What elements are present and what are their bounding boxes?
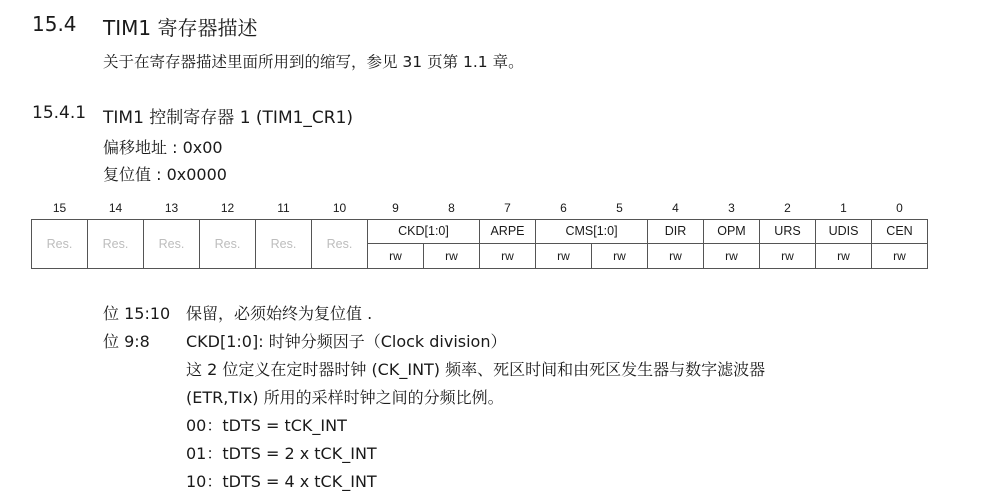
option-10: 10：tDTS = 4 x tCK_INT	[186, 472, 377, 491]
bit-number: 12	[220, 200, 235, 215]
bit-number: 15	[52, 200, 67, 215]
reserved-field: Res.	[256, 219, 312, 268]
bit-number: 11	[277, 200, 290, 215]
reserved-field: Res.	[88, 219, 144, 268]
access-type: rw	[480, 243, 536, 268]
option-00: 00：tDTS = tCK_INT	[186, 416, 347, 435]
reserved-field: Res.	[144, 219, 200, 268]
access-type: rw	[872, 243, 928, 268]
field-udis: UDIS	[816, 219, 872, 243]
bit-number: 4	[672, 200, 679, 215]
field-ckd: CKD[1:0]	[368, 219, 480, 243]
bit-number: 8	[448, 200, 455, 215]
field-cms: CMS[1:0]	[536, 219, 648, 243]
bit-number: 3	[728, 200, 735, 215]
access-type: rw	[424, 243, 480, 268]
option-01: 01：tDTS = 2 x tCK_INT	[186, 444, 377, 463]
section-title: TIM1 寄存器描述	[103, 16, 258, 40]
section-number: 15.4	[32, 12, 77, 36]
bit-number: 6	[560, 200, 567, 215]
bit-9-8-title: CKD[1:0]: 时钟分频因子（Clock division）	[186, 332, 507, 351]
access-type: rw	[760, 243, 816, 268]
bit-9-8-description-line-1: 这 2 位定义在定时器时钟 (CK_INT) 频率、死区时间和由死区发生器与数字滤波器	[186, 360, 766, 379]
register-table	[31, 197, 928, 269]
access-type: rw	[368, 243, 424, 268]
bit-9-8-label: 位 9:8	[103, 332, 150, 351]
reserved-field: Res.	[312, 219, 368, 268]
bit-number: 7	[504, 200, 511, 215]
field-arpe: ARPE	[480, 219, 536, 243]
bit-number: 10	[332, 200, 347, 215]
field-opm: OPM	[704, 219, 760, 243]
bit-9-8-description-line-2: (ETR,TIx) 所用的采样时钟之间的分频比例。	[186, 388, 504, 407]
reset-value: 复位值 : 0x0000	[103, 165, 227, 184]
subsection-number: 15.4.1	[32, 103, 87, 123]
bit-number-row	[32, 197, 928, 219]
bit-15-10-label: 位 15:10	[103, 304, 171, 323]
access-type: rw	[648, 243, 704, 268]
bit-number: 13	[164, 200, 179, 215]
bit-number: 5	[616, 200, 623, 215]
bit-number: 0	[896, 200, 903, 215]
bit-number: 9	[392, 200, 399, 215]
bit-number: 1	[840, 200, 847, 215]
section-note: 关于在寄存器描述里面所用到的缩写，参见 31 页第 1.1 章。	[103, 53, 524, 71]
reserved-field: Res.	[32, 219, 88, 268]
access-type: rw	[816, 243, 872, 268]
field-urs: URS	[760, 219, 816, 243]
access-type: rw	[704, 243, 760, 268]
field-name-row	[32, 219, 928, 243]
access-type: rw	[536, 243, 592, 268]
bit-number: 14	[108, 200, 123, 215]
bit-number: 2	[784, 200, 791, 215]
field-dir: DIR	[648, 219, 704, 243]
access-type: rw	[592, 243, 648, 268]
offset-address: 偏移地址 : 0x00	[103, 138, 223, 157]
reserved-field: Res.	[200, 219, 256, 268]
bit-15-10-text: 保留，必须始终为复位值 .	[186, 304, 373, 323]
field-cen: CEN	[872, 219, 928, 243]
subsection-title: TIM1 控制寄存器 1 (TIM1_CR1)	[103, 108, 354, 128]
